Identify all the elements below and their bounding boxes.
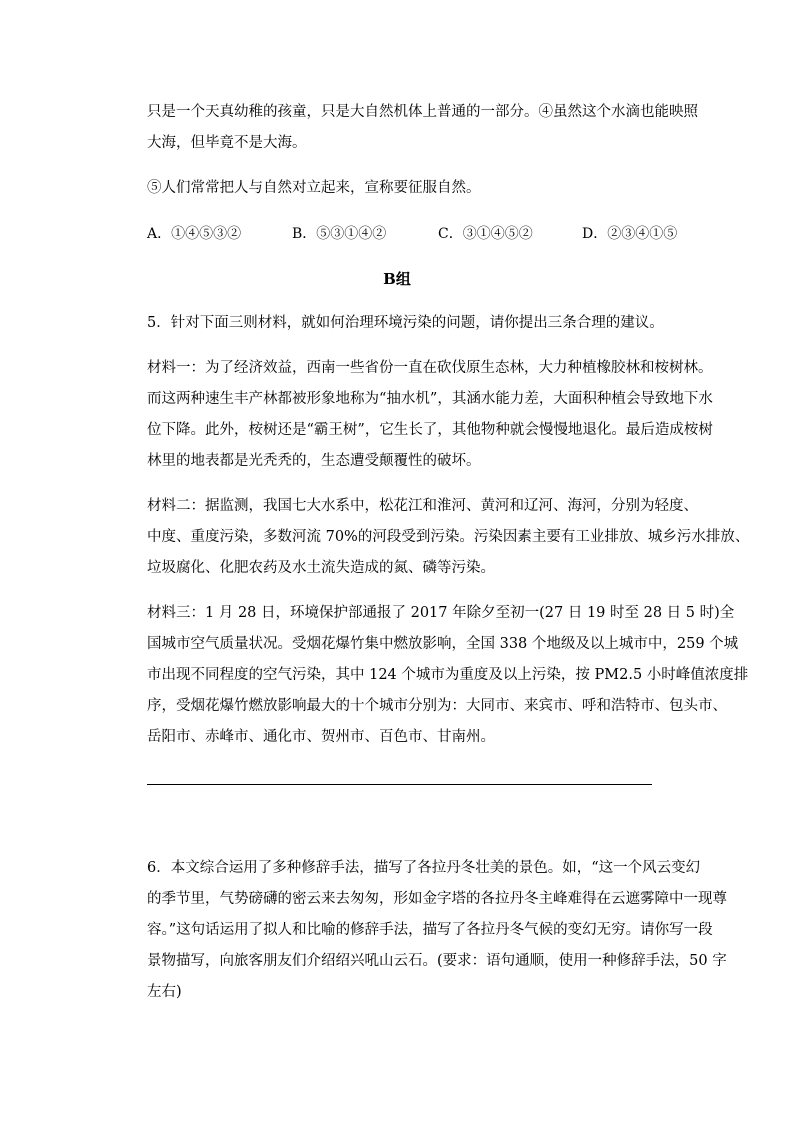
material-3-line: 国城市空气质量状况。受烟花爆竹集中燃放影响，全国 338 个地级及以上城市中，259 个城 <box>147 636 739 652</box>
question-6-line: 左右) <box>147 984 182 1000</box>
material-1-line: 材料一：为了经济效益，西南一些省份一直在砍伐原生态林，大力种植橡胶林和桉树林。 <box>147 360 713 376</box>
group-title: B组 <box>383 270 411 288</box>
material-2-line: 垃圾腐化、化肥农药及水土流失造成的氮、磷等污染。 <box>147 560 495 576</box>
question-6-line: 6．本文综合运用了多种修辞手法，描写了各拉丹冬壮美的景色。如，“这一个风云变幻 <box>147 860 701 876</box>
paragraph-line: 大海，但毕竟不是大海。 <box>147 135 307 151</box>
question-5-prompt: 5．针对下面三则材料，就如何治理环境污染的问题，请你提出三条合理的建议。 <box>147 315 664 331</box>
option-d: D．②③④①⑤ <box>582 226 678 242</box>
answer-line[interactable] <box>147 784 652 785</box>
material-2-line: 中度、重度污染，多数河流 70%的河段受到污染。污染因素主要有工业排放、城乡污水排放、 <box>147 529 750 545</box>
option-b: B．⑤③①④② <box>292 226 387 242</box>
material-1-line: 位下降。此外，桉树还是“霸王树”，它生长了，其他物种就会慢慢地退化。最后造成桉树 <box>147 422 713 438</box>
sentence-item-5: ⑤人们常常把人与自然对立起来，宣称要征服自然。 <box>147 180 481 196</box>
question-6-line: 景物描写，向旅客朋友们介绍绍兴吼山云石。(要求：语句通顺，使用一种修辞手法，50 字 <box>147 953 727 969</box>
material-3-line: 序，受烟花爆竹燃放影响最大的十个城市分别为：大同市、来宾市、呼和浩特市、包头市、 <box>147 698 727 714</box>
question-6-line: 的季节里，气势磅礴的密云来去匆匆，形如金字塔的各拉丹冬主峰难得在云遮雾障中一现尊 <box>147 891 727 907</box>
option-a: A．①④⑤③② <box>147 226 242 242</box>
material-2-line: 材料二：据监测，我国七大水系中，松花江和淮河、黄河和辽河、海河，分别为轻度、 <box>147 498 698 514</box>
question-6-line: 容。”这句话运用了拟人和比喻的修辞手法，描写了各拉丹冬气候的变幻无穷。请你写一段 <box>147 922 713 938</box>
material-1-line: 林里的地表都是光秃秃的，生态遭受颠覆性的破坏。 <box>147 453 481 469</box>
option-c: C．③①④⑤② <box>438 226 533 242</box>
material-3-line: 市出现不同程度的空气污染，其中 124 个城市为重度及以上污染，按 PM2.5 小时峰值浓度排 <box>147 667 749 683</box>
material-1-line: 而这两种速生丰产林都被形象地称为“抽水机”，其涵水能力差，大面积种植会导致地下水 <box>147 391 713 407</box>
material-3-line: 材料三：1 月 28 日，环境保护部通报了 2017 年除夕至初一(27 日 19 时至 28 日 5 时)全 <box>147 605 735 621</box>
answer-options <box>147 223 687 243</box>
material-3-line: 岳阳市、赤峰市、通化市、贺州市、百色市、甘南州。 <box>147 729 495 745</box>
paragraph-line: 只是一个天真幼稚的孩童，只是大自然机体上普通的一部分。④虽然这个水滴也能映照 <box>147 104 698 120</box>
